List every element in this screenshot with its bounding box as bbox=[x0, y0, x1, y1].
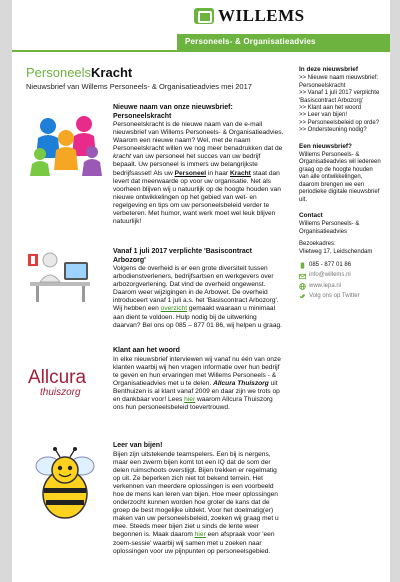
website: www.lepa.nl bbox=[309, 282, 342, 289]
toc-item-customer[interactable]: >> Klant aan het woord bbox=[299, 105, 362, 112]
title-part-1: Personeels bbox=[26, 65, 92, 80]
allcura-logo bbox=[26, 359, 106, 407]
bee-illustration bbox=[26, 446, 106, 522]
main-content bbox=[26, 65, 284, 555]
newsletter-page bbox=[12, 0, 390, 582]
newsletter-title bbox=[26, 66, 284, 80]
about-title: Een nieuwsbrief? bbox=[299, 142, 352, 150]
address-label: Bezoekadres: bbox=[299, 241, 336, 248]
article-title: Klant aan het woord bbox=[113, 347, 180, 354]
toc-section bbox=[299, 66, 383, 135]
allcura-logo-text: Allcura bbox=[28, 367, 87, 388]
puzzle-people-illustration bbox=[26, 108, 106, 180]
article-text bbox=[113, 104, 285, 226]
sidebar bbox=[299, 66, 383, 309]
desk-figure-illustration bbox=[26, 248, 106, 304]
address: Vlietweg 17, Leidschendam bbox=[299, 248, 373, 255]
phone-icon bbox=[299, 262, 306, 269]
tagline-bar: Personeels- & Organisatieadvies bbox=[177, 34, 390, 50]
article-text bbox=[113, 347, 285, 412]
about-section bbox=[299, 143, 383, 204]
contact-company: Willems Personeels- & Organisatieadvies bbox=[299, 221, 360, 235]
email-icon bbox=[299, 273, 306, 280]
allcura-logo-subtext: thuiszorg bbox=[40, 387, 81, 398]
toc-title: In deze nieuwsbrief bbox=[299, 66, 358, 73]
contact-title: Contact bbox=[299, 211, 323, 219]
toc-item-new-name[interactable]: >> Nieuwe naam nieuwsbrief: Personeelskracht bbox=[299, 75, 379, 89]
email-row[interactable] bbox=[299, 272, 383, 279]
article-text bbox=[113, 442, 285, 556]
header bbox=[12, 0, 390, 52]
article-body: Bijen zijn uitstekende teamspelers. Een bij is nergens, maar een zwerm bijen komt tot een IQ dat de som der delen ruimschoots overstijgt. Bijen trekken er regelmatig op uit. Ze beperken zich niet tot bekend terrein. Het verkennen van meerdere oplossingen is een voorbeeld hoe de mens kan leren van bijen. Hoe meer oplossingen onderzocht kunnen worden hoe groter de kans dat de groep de best mogelijke uitdekt. Voor het doelmatig(er) maken van uw personeelsbeleid, zoeken wij graag met u mee. Steeds meer bijen ziet u sinds de lente weer begonnen is. Maak daarom hier een afspraak voor 'een zoem-sessie' waarbij wij samen met u zoeken naar oplossingen voor uw pijnpunten op personeelsgebied. bbox=[113, 450, 279, 555]
contact-section bbox=[299, 212, 383, 301]
allcura-read-link[interactable]: hier bbox=[184, 395, 196, 403]
article-new-name bbox=[26, 100, 284, 226]
phone: 085 - 877 01 86 bbox=[309, 261, 352, 268]
title-part-2: Kracht bbox=[91, 65, 133, 80]
article-title: Leer van bijen! bbox=[113, 442, 163, 449]
website-row[interactable] bbox=[299, 283, 383, 290]
toc-item-support[interactable]: >> Ondersteuning nodig? bbox=[299, 127, 367, 134]
article-body: Volgens de overheid is er een grote diversiteit tussen arbodienstverleners, bedrijfsartsen en werkgevers over arbozorgverlening. Dat vind de overheid ongewenst. Daarom weer wijzigingen in de Arbowet. De overheid introduceert vanaf 1 juli a.s. het 'Basiscontract Arbozorg'. Wij hebben een overzicht gemaakt waaraan u minimaal aan dient te voldoen. Hulp nodig bij de uitwerking daarvan? Bel ons op 085 – 877 01 86, wij helpen u graag. bbox=[113, 265, 283, 329]
header-divider bbox=[12, 50, 390, 52]
phone-row[interactable] bbox=[299, 262, 383, 269]
article-arbozorg bbox=[26, 248, 284, 344]
article-text bbox=[113, 248, 285, 330]
article-title: Nieuwe naam van onze nieuwsbrief: Personeelskracht bbox=[113, 104, 233, 120]
willems-logo-icon bbox=[194, 8, 214, 24]
overzicht-link[interactable]: overzicht bbox=[160, 305, 188, 313]
toc-item-bees[interactable]: >> Leer van bijen! bbox=[299, 112, 348, 119]
article-bees bbox=[26, 442, 284, 582]
email: info@willems.nl bbox=[309, 272, 351, 279]
appointment-link[interactable]: hier bbox=[194, 531, 206, 539]
globe-icon bbox=[299, 283, 306, 290]
article-body: Personeelskracht is de nieuwe naam van de e-mail nieuwsbrief van Willems Personeels- & Organisatieadvies. Waarom een nieuwe naam? Wel, met de naam Personeelskracht willen we nog meer benadrukken dat de kracht van uw personeel het succes van uw bedrijf bepaalt. Uw personeel is immers uw belangrijkste bedrijfsasset! Als uw Personeel in haar Kracht staat dan levert dat meerwaarde op voor uw organisatie. Net als voorheen blijven wij u natuurlijk op de hoogte houden van nieuwe ontwikkelingen op het gebied van wet- en regelgeving en tips om uw personeelsbeleid verder te verbeteren. Met humor, want werk moet wel leuk blijven natuurlijk! bbox=[113, 121, 284, 226]
twitter-link: Volg ons op Twitter bbox=[309, 293, 360, 300]
article-title: Vanaf 1 juli 2017 verplichte 'Basiscontract Arbozorg' bbox=[113, 248, 253, 264]
toc-item-arbozorg[interactable]: >> Vanaf 1 juli 2017 verplichte 'Basiscontract Arbozorg' bbox=[299, 90, 380, 104]
article-body: In elke nieuwsbrief interviewen wij vanaf nu één van onze klanten waarbij wij hen vragen informatie over hun bedrijf te geven en hun ervaringen met Willems Personeels - & Organisatieadvies met u te delen. Allcura Thuiszorg uit Benthuizen is al klant vanaf 2009 en daar zijn we trots op en dankbaar voor! Lees hier waarom Allcura Thuiszorg ons hun personeelsbeleid toevertrouwd. bbox=[113, 355, 281, 412]
about-text: Willems Personeels- & Organisatieadvies wil iedereen graag op de hoogte houden van alle ontwikkelingen, daarom brengen we een periodieke digitale nieuwsbrief uit. bbox=[299, 152, 381, 203]
toc-item-policy[interactable]: >> Personeelsbeleid op orde? bbox=[299, 119, 380, 126]
article-customer bbox=[26, 347, 284, 427]
newsletter-subtitle: Nieuwsbrief van Willems Personeels- & Organisatieadvies mei 2017 bbox=[26, 82, 252, 91]
logo-text: WILLEMS bbox=[218, 6, 305, 25]
twitter-row[interactable] bbox=[299, 293, 383, 300]
twitter-icon bbox=[299, 293, 306, 300]
